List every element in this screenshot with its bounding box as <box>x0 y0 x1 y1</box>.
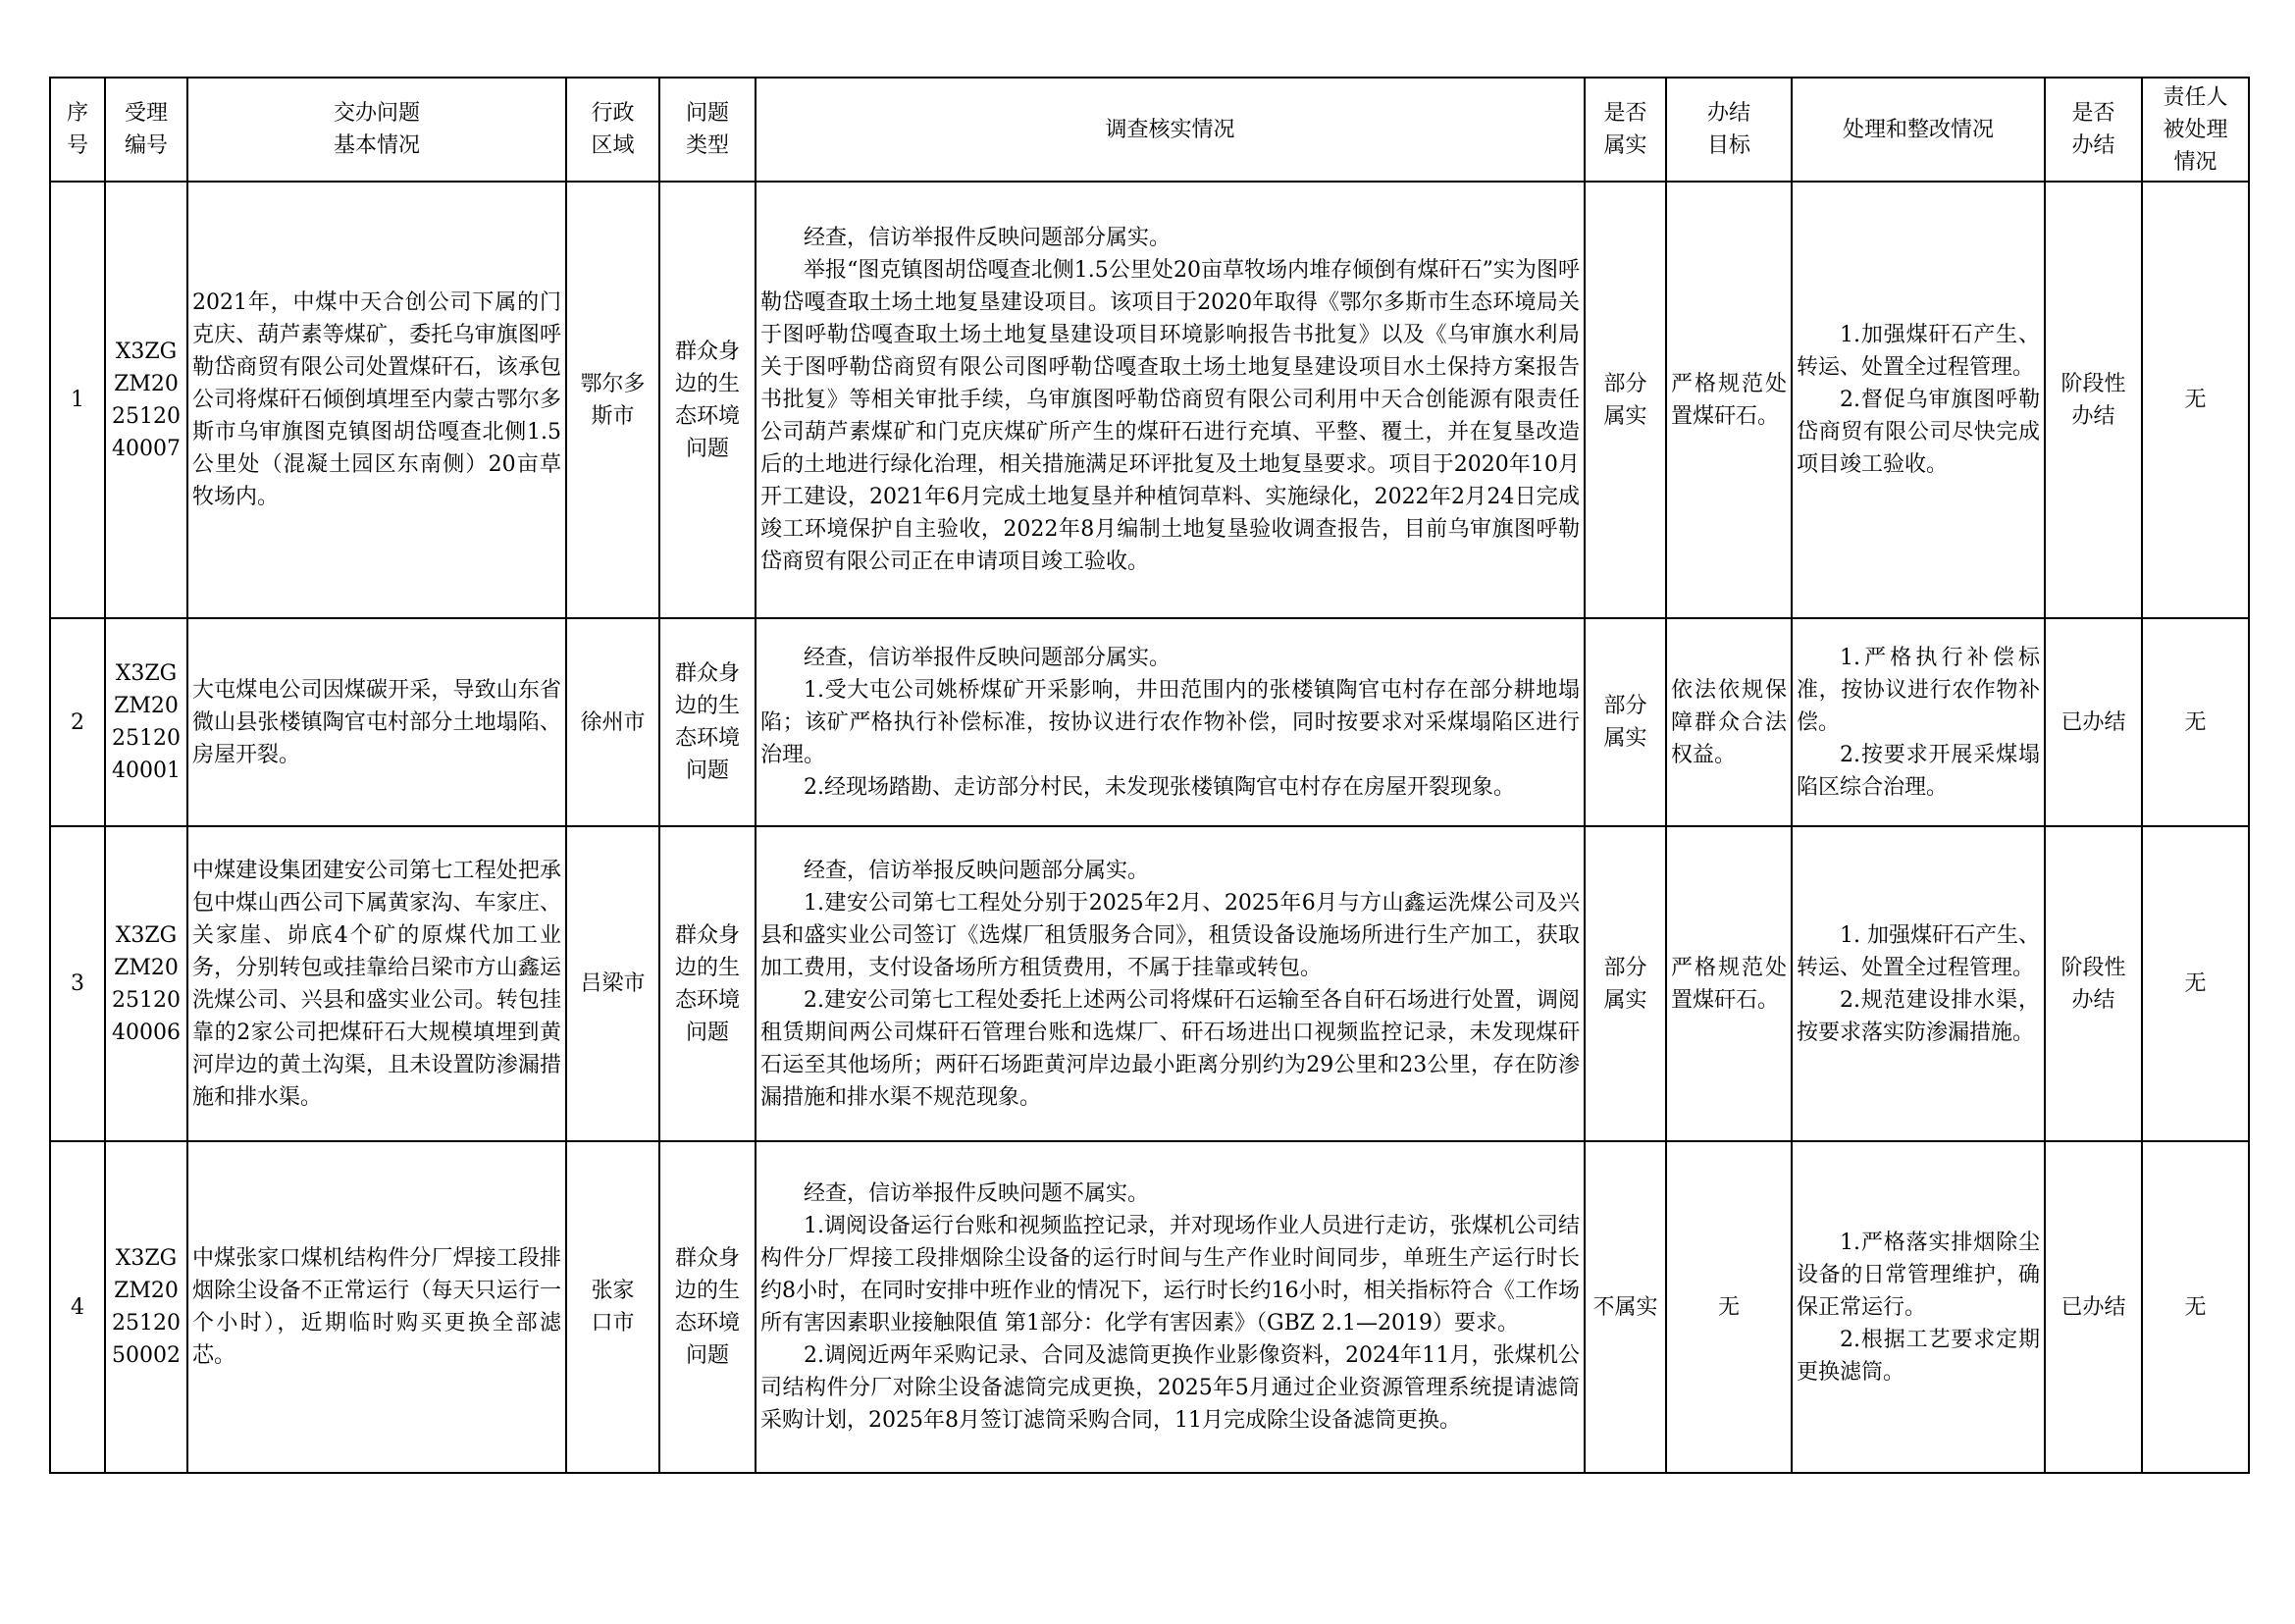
investigation-paragraph: 经查，信访举报件反映问题部分属实。 <box>804 226 1172 250</box>
table-row <box>50 618 2249 826</box>
table-row <box>50 1141 2249 1473</box>
complaint-table <box>49 77 2250 1474</box>
row-investigation <box>756 618 1585 826</box>
investigation-paragraph: 2.调阅近两年采购记录、合同及滤筒更换作业影像资料，2024年11月，张煤机公司结构件分厂对除尘设备滤筒完成更换，2025年5月通过企业资源管理系统提请滤筒采购计划，2025年8月签订滤筒采购合同，11月完成除尘设备滤筒更换。 <box>760 1343 1580 1433</box>
row-handling <box>1792 1141 2045 1473</box>
row-done: 阶段性 办结 <box>2045 826 2142 1141</box>
row-region: 徐州市 <box>566 618 659 826</box>
row-handling <box>1792 826 2045 1141</box>
investigation-paragraph: 经查，信访举报件反映问题不属实。 <box>804 1181 1150 1206</box>
row-seq: 2 <box>50 618 105 826</box>
header-issue: 交办问题 基本情况 <box>187 78 566 182</box>
investigation-paragraph: 举报“图克镇图胡岱嘎查北侧1.5公里处20亩草牧场内堆存倾倒有煤矸石”实为图呼勒岱嘎查取土场土地复垦建设项目。该项目于2020年取得《鄂尔多斯市生态环境局关于图呼勒岱嘎查取土场土地复垦建设项目环境影响报告书批复》以及《乌审旗水利局关于图呼勒岱商贸有限公司图呼勒岱嘎查取土场土地复垦建设项目水土保持方案报告书批复》等相关审批手续，乌审旗图呼勒岱商贸有限公司利用中天合创能源有限责任公司葫芦素煤矿和门克庆煤矿所产生的煤矸石进行充填、平整、覆土，并在复垦改造后的土地进行绿化治理，相关措施满足环评批复及土地复垦要求。项目于2020年10月开工建设，2021年6月完成土地复垦并种植饲草料、实施绿化，2022年2月24日完成竣工环境保护自主验收，2022年8月编制土地复垦验收调查报告，目前乌审旗图呼勒岱商贸有限公司正在申请项目竣工验收。 <box>760 258 1580 574</box>
header-row <box>50 78 2249 182</box>
row-code: X3ZG ZM20 25120 50002 <box>105 1141 187 1473</box>
investigation-paragraph: 1.受大屯公司姚桥煤矿开采影响，井田范围内的张楼镇陶官屯村存在部分耕地塌陷；该矿严格执行补偿标准，按协议进行农作物补偿，同时按要求对采煤塌陷区进行治理。 <box>760 677 1580 767</box>
handling-paragraph: 2.督促乌审旗图呼勒岱商贸有限公司尽快完成项目竣工验收。 <box>1797 388 2040 477</box>
header-true: 是否 属实 <box>1585 78 1666 182</box>
row-seq: 4 <box>50 1141 105 1473</box>
row-type: 群众身 边的生 态环境 问题 <box>659 618 756 826</box>
row-region: 吕梁市 <box>566 826 659 1141</box>
handling-paragraph: 2.规范建设排水渠，按要求落实防渗漏措施。 <box>1797 987 2040 1045</box>
investigation-paragraph: 1.建安公司第七工程处分别于2025年2月、2025年6月与方山鑫运洗煤公司及兴县和盛实业公司签订《选煤厂租赁服务合同》，租赁设备设施场所进行生产加工，获取加工费用，支付设备场所方租赁费用，不属于挂靠或转包。 <box>760 890 1580 980</box>
row-goal: 严格规范处置煤矸石。 <box>1666 826 1792 1141</box>
row-seq: 1 <box>50 182 105 618</box>
row-done: 已办结 <box>2045 618 2142 826</box>
row-investigation <box>756 826 1585 1141</box>
row-type: 群众身 边的生 态环境 问题 <box>659 826 756 1141</box>
row-investigation <box>756 182 1585 618</box>
header-done: 是否 办结 <box>2045 78 2142 182</box>
row-done: 已办结 <box>2045 1141 2142 1473</box>
handling-paragraph: 2.根据工艺要求定期更换滤筒。 <box>1797 1327 2040 1385</box>
handling-paragraph: 2.按要求开展采煤塌陷区综合治理。 <box>1797 742 2040 800</box>
row-handling <box>1792 182 2045 618</box>
handling-paragraph: 1. 加强煤矸石产生、转运、处置全过程管理。 <box>1797 922 2040 980</box>
header-investigation: 调查核实情况 <box>756 78 1585 182</box>
row-issue: 中煤张家口煤机结构件分厂焊接工段排烟除尘设备不正常运行（每天只运行一个小时），近期临时购买更换全部滤芯。 <box>187 1141 566 1473</box>
row-type: 群众身 边的生 态环境 问题 <box>659 182 756 618</box>
header-seq: 序 号 <box>50 78 105 182</box>
row-goal: 严格规范处置煤矸石。 <box>1666 182 1792 618</box>
row-true: 不属实 <box>1585 1141 1666 1473</box>
header-handling: 处理和整改情况 <box>1792 78 2045 182</box>
row-goal: 无 <box>1666 1141 1792 1473</box>
row-region: 鄂尔多 斯市 <box>566 182 659 618</box>
row-issue: 中煤建设集团建安公司第七工程处把承包中煤山西公司下属黄家沟、车家庄、关家崖、峁底4个矿的原煤代加工业务，分别转包或挂靠给吕梁市方山鑫运洗煤公司、兴县和盛实业公司。转包挂靠的2家公司把煤矸石大规模填埋到黄河岸边的黄土沟渠，且未设置防渗漏措施和排水渠。 <box>187 826 566 1141</box>
row-issue: 大屯煤电公司因煤碳开采，导致山东省微山县张楼镇陶官屯村部分土地塌陷、房屋开裂。 <box>187 618 566 826</box>
row-seq: 3 <box>50 826 105 1141</box>
investigation-paragraph: 2.经现场踏勘、走访部分村民，未发现张楼镇陶官屯村存在房屋开裂现象。 <box>804 774 1515 800</box>
row-issue: 2021年，中煤中天合创公司下属的门克庆、葫芦素等煤矿，委托乌审旗图呼勒岱商贸有限公司处置煤矸石，该承包公司将煤矸石倾倒填埋至内蒙古鄂尔多斯市乌审旗图克镇图胡岱嘎查北侧1.5公里处（混凝土园区东南侧）20亩草牧场内。 <box>187 182 566 618</box>
row-investigation <box>756 1141 1585 1473</box>
row-code: X3ZG ZM20 25120 40007 <box>105 182 187 618</box>
investigation-paragraph: 1.调阅设备运行台账和视频监控记录，并对现场作业人员进行走访，张煤机公司结构件分厂焊接工段排烟除尘设备的运行时间与生产作业时间同步，单班生产运行时长约8小时，在同时安排中班作业的情况下，运行时长约16小时，相关指标符合《工作场所有害因素职业接触限值 第1部分：化学有害因素》（GBZ 2.1—2019）要求。 <box>760 1214 1580 1336</box>
row-handling <box>1792 618 2045 826</box>
header-code: 受理 编号 <box>105 78 187 182</box>
table-row <box>50 182 2249 618</box>
row-type: 群众身 边的生 态环境 问题 <box>659 1141 756 1473</box>
header-region: 行政 区域 <box>566 78 659 182</box>
row-person: 无 <box>2142 618 2249 826</box>
row-code: X3ZG ZM20 25120 40006 <box>105 826 187 1141</box>
table-row <box>50 826 2249 1141</box>
row-code: X3ZG ZM20 25120 40001 <box>105 618 187 826</box>
header-person: 责任人 被处理 情况 <box>2142 78 2249 182</box>
row-region: 张家 口市 <box>566 1141 659 1473</box>
investigation-paragraph: 经查，信访举报件反映问题部分属实。 <box>804 645 1172 670</box>
handling-paragraph: 1.严格落实排烟除尘设备的日常管理维护，确保正常运行。 <box>1797 1230 2040 1320</box>
row-done: 阶段性 办结 <box>2045 182 2142 618</box>
row-person: 无 <box>2142 182 2249 618</box>
row-person: 无 <box>2142 826 2249 1141</box>
row-true: 部分 属实 <box>1585 182 1666 618</box>
handling-paragraph: 1.加强煤矸石产生、转运、处置全过程管理。 <box>1797 323 2040 380</box>
handling-paragraph: 1.严格执行补偿标准，按协议进行农作物补偿。 <box>1797 645 2040 735</box>
investigation-paragraph: 经查，信访举报反映问题部分属实。 <box>804 858 1150 883</box>
header-goal: 办结 目标 <box>1666 78 1792 182</box>
header-type: 问题 类型 <box>659 78 756 182</box>
row-goal: 依法依规保障群众合法权益。 <box>1666 618 1792 826</box>
investigation-paragraph: 2.建安公司第七工程处委托上述两公司将煤矸石运输至各自矸石场进行处置，调阅租赁期间两公司煤矸石管理台账和选煤厂、矸石场进出口视频监控记录，未发现煤矸石运至其他场所；两矸石场距黄河岸边最小距离分别约为29公里和23公里，存在防渗漏措施和排水渠不规范现象。 <box>760 987 1580 1110</box>
row-person: 无 <box>2142 1141 2249 1473</box>
row-true: 部分 属实 <box>1585 826 1666 1141</box>
row-true: 部分 属实 <box>1585 618 1666 826</box>
